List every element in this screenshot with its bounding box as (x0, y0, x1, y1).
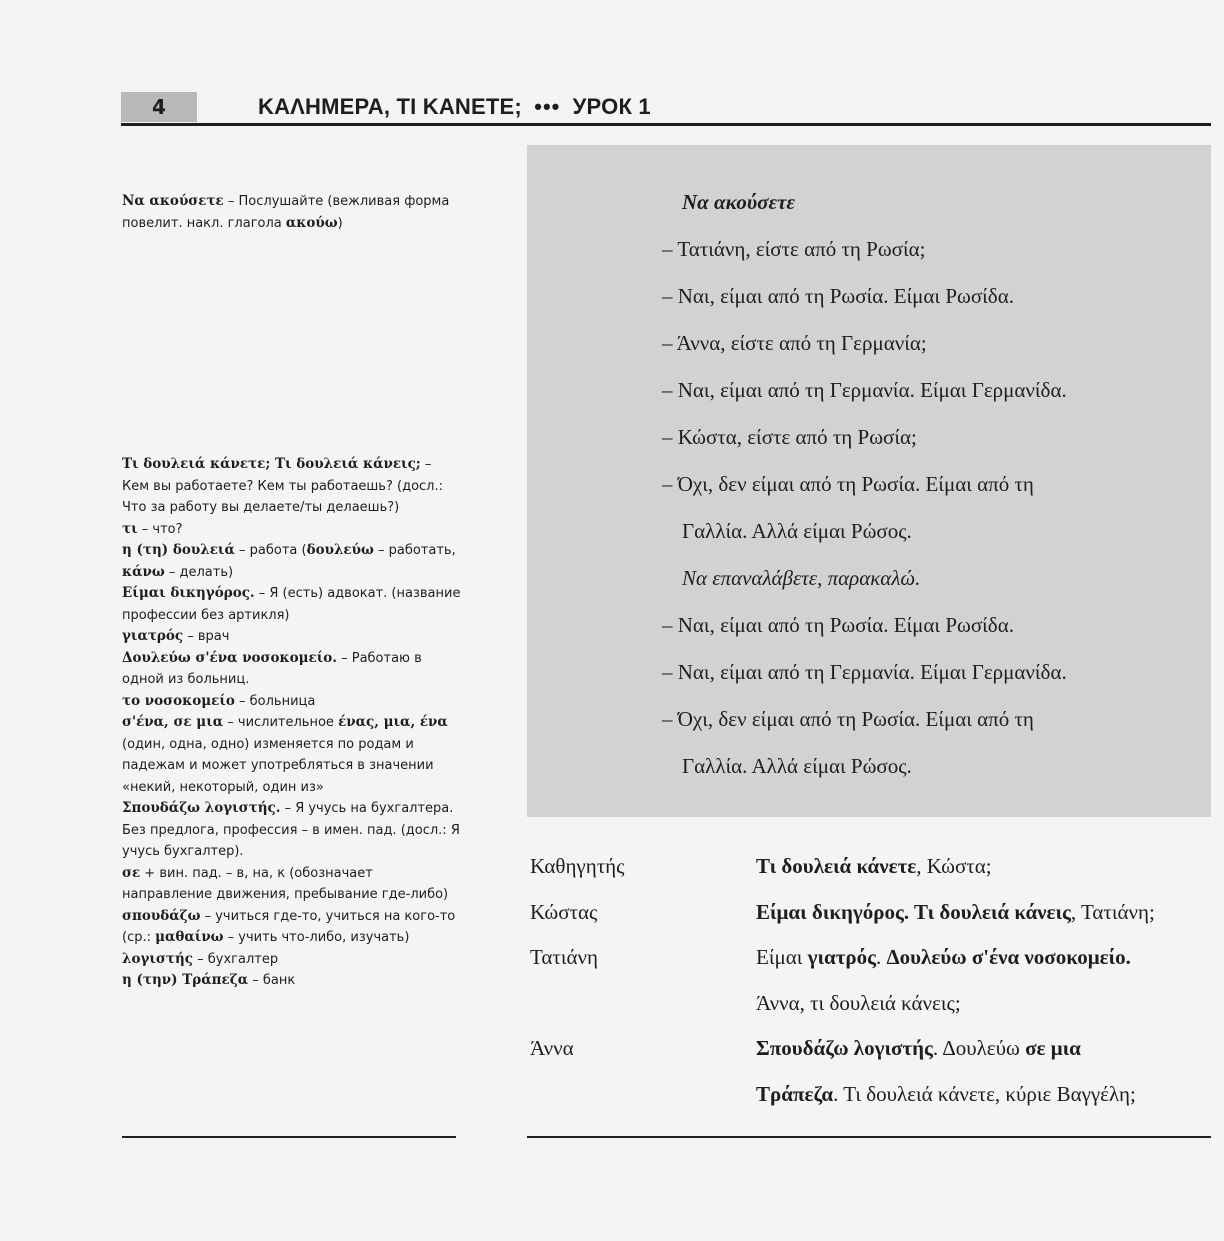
note-entry (122, 626, 462, 648)
dialogue-line: – Όχι, δεν είμαι από τη Ρωσία. Είμαι από τη (662, 472, 1034, 496)
note-greek: τι (122, 520, 138, 537)
speaker-name: Κώστας (530, 899, 598, 924)
note-entry (122, 519, 462, 541)
conversation-line (756, 1080, 1136, 1108)
bold-phrase: Δουλεύω σ'ένα νοσοκομείο. (886, 945, 1131, 969)
note-greek: Να ακούσετε (122, 193, 224, 209)
note-entry (122, 691, 462, 713)
note-entry (122, 454, 462, 519)
note-entry (122, 798, 462, 863)
note-translation: – что? (137, 521, 183, 537)
header-rule (121, 123, 1211, 126)
dialogue-line: – Ναι, είμαι από τη Γερμανία. Είμαι Γερμανίδα. (662, 660, 1067, 684)
note-translation: – учиться где-то, учиться на кого-то (ср.: (122, 908, 456, 945)
note-translation: + вин. пад. – в, на, к (обозначает направление движения, пребывание где-либо) (122, 865, 449, 902)
note-greek: Δουλεύω σ'ένα νοσοκομείο. (122, 649, 337, 666)
dialogue-line: – Όχι, δεν είμαι από τη Ρωσία. Είμαι από τη (662, 707, 1034, 731)
note-entry (122, 906, 462, 949)
note-greek: η (την) Τράπεζα (122, 972, 249, 988)
note-greek: μαθαίνω (155, 929, 224, 945)
plain-phrase: Είμαι (756, 945, 808, 969)
conversation-line (756, 989, 961, 1017)
dialogue-line: – Ναι, είμαι από τη Ρωσία. Είμαι Ρωσίδα. (662, 284, 1014, 308)
dialogue-line: – Άννα, είστε από τη Γερμανία; (662, 331, 927, 355)
note-greek: σε (122, 864, 141, 881)
chapter-title: ΚΑΛΗΜΕΡΑ, ΤΙ ΚΑΝΕΤΕ; (258, 94, 522, 119)
bold-phrase: Είμαι δικηγόρος. Τι δουλειά κάνεις (756, 899, 1071, 924)
right-column-rule (527, 1136, 1211, 1138)
conversation-line (756, 943, 1131, 971)
page-header (258, 94, 651, 120)
note-greek: σ'ένα, σε μια (122, 714, 224, 730)
dialogue-line: – Τατιάνη, είστε από τη Ρωσία; (662, 237, 926, 261)
dialogue-line: Γαλλία. Αλλά είμαι Ρώσος. (682, 754, 912, 778)
note-translation: – числительное (223, 715, 339, 730)
note-entry (122, 648, 462, 691)
lesson-label: УРОК 1 (572, 94, 651, 119)
note-entry (122, 970, 462, 992)
dialogue-line: – Ναι, είμαι από τη Ρωσία. Είμαι Ρωσίδα. (662, 613, 1014, 637)
note-translation: – бухгалтер (193, 951, 279, 967)
note-translation: – больница (234, 693, 316, 709)
dialogue-line: Γαλλία. Αλλά είμαι Ρώσος. (682, 519, 912, 543)
conversation-line (756, 852, 992, 880)
note-greek: γιατρός (122, 628, 184, 644)
note-translation: – Я (есть) адвокат. (название профессии без артикля) (122, 586, 461, 623)
speaker-name: Τατιάνη (530, 945, 598, 969)
note-greek: λογιστής (122, 950, 193, 967)
bold-phrase: Τράπεζα (756, 1081, 834, 1106)
left-column-rule (122, 1136, 456, 1138)
page-number: 4 (121, 92, 197, 122)
note-entry (122, 712, 462, 798)
plain-phrase: . Τι δουλειά κάνετε, κύριε Βαγγέλη; (833, 1081, 1136, 1106)
vocabulary-notes (122, 454, 462, 992)
note-entry (122, 191, 462, 234)
speaker-name: Άννα (530, 1036, 574, 1060)
note-translation: ) (337, 215, 343, 231)
note-greek: δουλεύω (306, 542, 374, 558)
note-greek: ακούω (285, 214, 338, 231)
note-translation: – учить что-либо, изучать) (223, 930, 410, 945)
note-greek: Τι δουλειά κάνετε; Τι δουλειά κάνεις; (122, 456, 421, 472)
bold-phrase: Τι δουλειά κάνετε (756, 854, 917, 878)
note-greek: η (τη) δουλειά (122, 542, 235, 558)
bold-phrase: Σπουδάζω λογιστής (756, 1036, 933, 1060)
note-translation: – врач (183, 629, 230, 644)
note-entry (122, 863, 462, 906)
dialogue-line: – Ναι, είμαι από τη Γερμανία. Είμαι Γερμανίδα. (662, 378, 1067, 402)
note-greek: ένας, μια, ένα (338, 714, 448, 730)
dialogue-line: Να επαναλάβετε, παρακαλώ. (682, 566, 921, 590)
vocabulary-note-listen (122, 191, 462, 234)
dialogue-line: – Κώστα, είστε από τη Ρωσία; (662, 425, 917, 449)
plain-phrase: , Κώστα; (916, 854, 992, 878)
plain-phrase: . Δουλεύω (932, 1036, 1026, 1060)
speaker-name: Καθηγητής (530, 854, 625, 878)
note-translation: – работать, (373, 543, 456, 558)
note-translation: – делать) (164, 564, 234, 580)
note-greek: Σπουδάζω λογιστής. (122, 800, 281, 816)
plain-phrase: . (875, 945, 887, 969)
note-greek: Είμαι δικηγόρος. (122, 585, 255, 601)
conversation-line (756, 898, 1155, 926)
note-entry (122, 583, 462, 626)
note-greek: κάνω (122, 563, 165, 580)
dialogue-line: Να ακούσετε (682, 190, 796, 214)
note-translation: – Я учусь на бухгалтера. Без предлога, профессия – в имен. пад. (досл.: Я учусь бухгалтер). (122, 801, 460, 859)
bold-phrase: γιατρός (807, 945, 876, 969)
note-greek: σπουδάζω (122, 907, 201, 924)
note-greek: το νοσοκομείο (122, 692, 235, 709)
note-translation: – работа ( (234, 543, 307, 558)
note-entry (122, 949, 462, 971)
note-translation: (один, одна, одно) изменяется по родам и падежам и может употребляться в значении «некий, некоторый, один из» (122, 736, 434, 795)
note-translation: – Работаю в одной из больниц. (122, 650, 422, 687)
plain-phrase: Άννα, τι δουλειά κάνεις; (756, 990, 961, 1015)
bold-phrase: σε μια (1025, 1036, 1081, 1060)
note-translation: – Послушайте (вежливая форма повелит. накл. глагола (122, 194, 450, 231)
conversation-line (756, 1034, 1081, 1062)
plain-phrase: , Τατιάνη; (1070, 899, 1155, 924)
header-separator: ••• (534, 94, 561, 119)
note-entry (122, 540, 462, 583)
note-translation: – банк (248, 973, 296, 988)
note-translation: – Кем вы работаете? Кем ты работаешь? (досл.: Что за работу вы делаете/ты делаешь?) (122, 457, 443, 515)
